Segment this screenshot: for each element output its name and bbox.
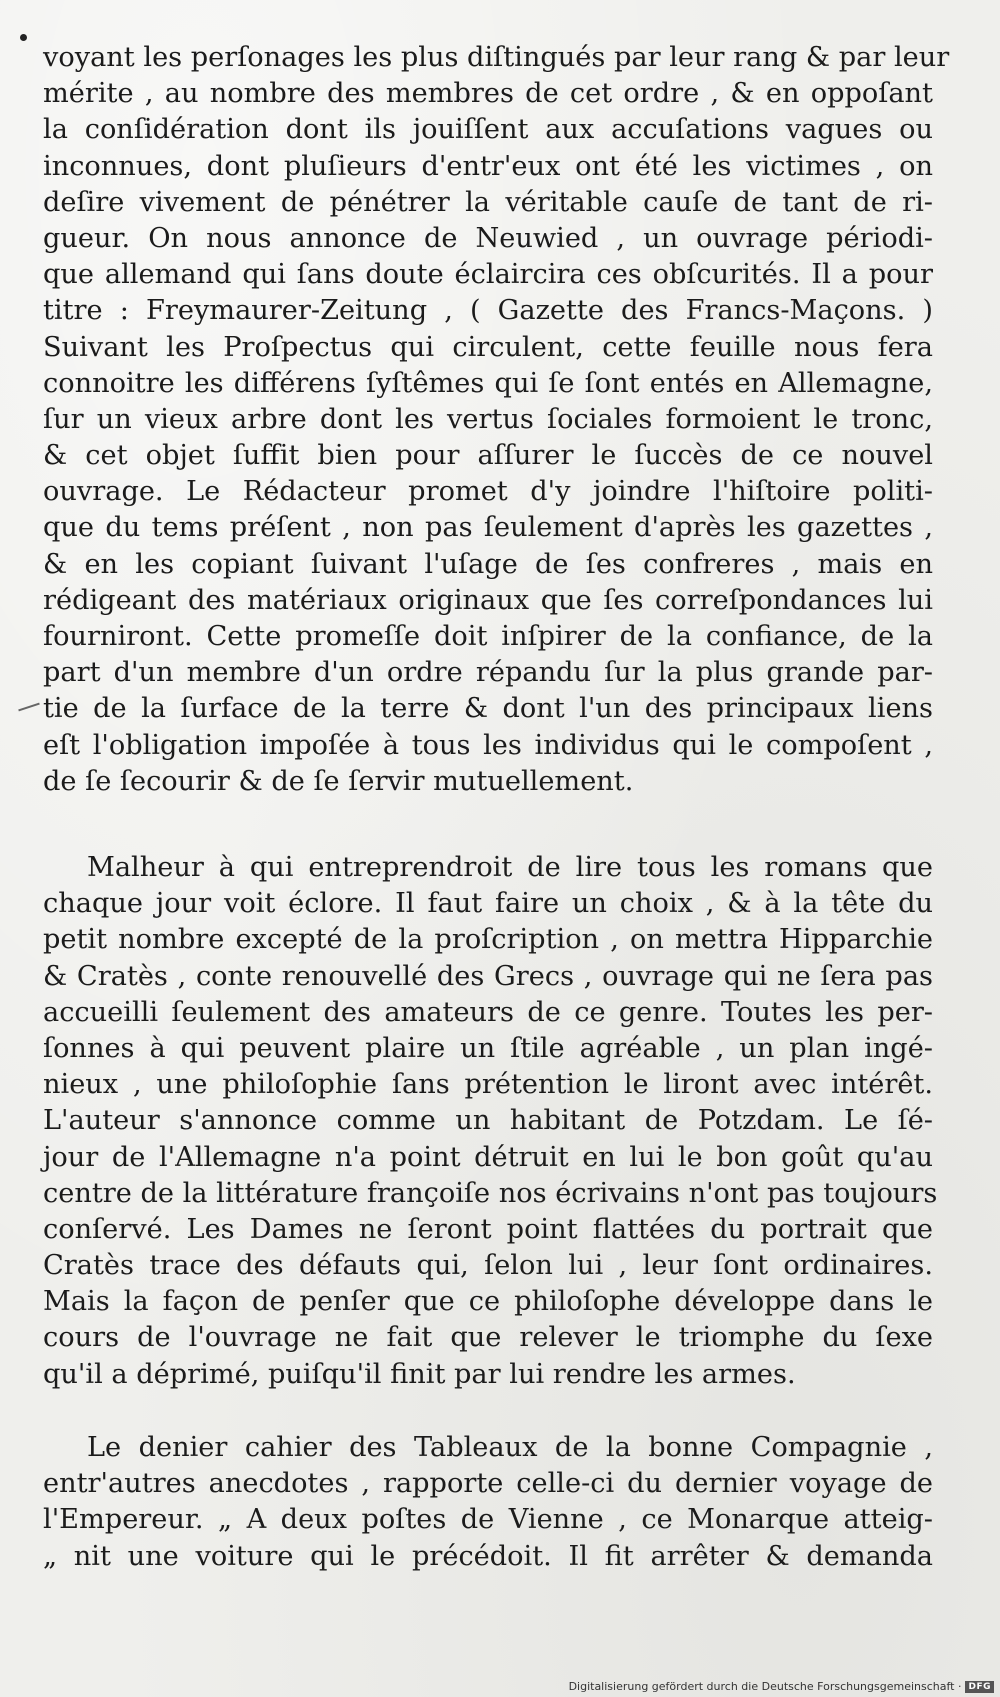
- text-line: voyant les perſonages les plus diſtingués par leur rang & par leur: [43, 42, 950, 73]
- dfg-logo: DFG: [965, 1681, 994, 1693]
- text-line: & en les copiant ſuivant l'uſage de ſes confreres , mais en: [43, 548, 933, 580]
- text-line: que allemand qui ſans doute éclaircira ces obſcurités. Il a pour: [43, 259, 933, 291]
- text-line: cours de l'ouvrage ne fait que relever le triomphe du ſexe: [43, 1322, 933, 1354]
- paragraph-hipparchie: [43, 850, 938, 1393]
- text-line: nieux , une philoſophie ſans prétention le liront avec intérêt.: [43, 1069, 933, 1101]
- text-line: Cratès trace des défauts qui, ſelon lui , leur ſont ordinaires.: [43, 1250, 933, 1282]
- text-line: titre : Freymaurer-Zeitung , ( Gazette des Francs-Maçons. ): [43, 295, 933, 327]
- text-line: gueur. On nous annonce de Neuwied , un ouvrage périodi-: [43, 222, 933, 254]
- text-line: accueilli ſeulement des amateurs de ce genre. Toutes les per-: [43, 996, 933, 1028]
- text-line: l'Empereur. „ A deux poſtes de Vienne , ce Monarque atteig-: [43, 1504, 933, 1536]
- text-line: petit nombre excepté de la proſcription , on mettra Hipparchie: [43, 924, 933, 956]
- text-line: mérite , au nombre des membres de cet ordre , & en oppoſant: [43, 78, 933, 110]
- text-line: & Cratès , conte renouvellé des Grecs , ouvrage qui ne ſera pas: [43, 960, 933, 992]
- text-line: la conſidération dont ils jouiſſent aux accuſations vagues ou: [43, 114, 933, 146]
- text-line: tie de la ſurface de la terre & dont l'un des principaux liens: [43, 693, 933, 725]
- text-line: part d'un membre d'un ordre répandu ſur la plus grande par-: [43, 657, 933, 689]
- text-line: eſt l'obligation impoſée à tous les individus qui le compoſent ,: [43, 729, 933, 761]
- ink-dot-mark: [20, 34, 27, 41]
- text-line: de ſe ſecourir & de ſe ſervir mutuellement.: [43, 765, 634, 797]
- text-line: ſonnes à qui peuvent plaire un ſtile agréable , un plan ingé-: [43, 1032, 933, 1064]
- credit-text: Digitalisierung gefördert durch die Deutsche Forschungsgemeinschaft ·: [568, 1680, 962, 1693]
- text-line: Mais la façon de penſer que ce philoſophe développe dans le: [43, 1286, 933, 1318]
- text-line: Le denier cahier des Tableaux de la bonne Compagnie ,: [87, 1432, 933, 1463]
- text-line: „ nit une voiture qui le précédoit. Il fit arrêter & demanda: [43, 1540, 933, 1572]
- text-line: ſur un vieux arbre dont les vertus ſociales formoient le tronc,: [43, 403, 933, 435]
- text-line: fourniront. Cette promeſſe doit inſpirer de la confiance, de la: [43, 621, 933, 652]
- paragraph-freemasons: [43, 40, 950, 800]
- text-line: rédigeant des matériaux originaux que ſes correſpondances lui: [43, 584, 933, 616]
- text-line: conſervé. Les Dames ne ſeront point flattées du portrait que: [43, 1213, 933, 1245]
- text-line: centre de la littérature françoiſe nos écrivains n'ont pas toujours: [43, 1177, 938, 1209]
- text-line: chaque jour voit éclore. Il faut faire un choix , & à la tête du: [43, 888, 933, 920]
- text-line: & cet objet ſuffit bien pour aſſurer le ſuccès de ce nouvel: [43, 440, 933, 472]
- text-line: ouvrage. Le Rédacteur promet d'y joindre l'hiſtoire politi-: [43, 476, 933, 508]
- text-line: inconnues, dont pluſieurs d'entr'eux ont été les victimes , on: [43, 150, 933, 182]
- text-line: qu'il a déprimé, puiſqu'il finit par lui rendre les armes.: [43, 1358, 796, 1390]
- text-line: deſire vivement de pénétrer la véritable cauſe de tant de ri-: [43, 186, 933, 218]
- paragraph-bonne-compagnie: [43, 1430, 933, 1575]
- text-line: que du tems préſent , non pas ſeulement d'après les gazettes ,: [43, 512, 933, 544]
- text-line: entr'autres anecdotes , rapporte celle-ci du dernier voyage de: [43, 1468, 933, 1500]
- text-line: jour de l'Allemagne n'a point détruit en lui le bon goût qu'au: [43, 1141, 933, 1173]
- text-line: Malheur à qui entreprendroit de lire tous les romans que: [87, 852, 933, 883]
- text-line: L'auteur s'annonce comme un habitant de Potzdam. Le ſé-: [43, 1105, 933, 1137]
- margin-pencil-mark: [18, 703, 40, 712]
- text-line: Suivant les Proſpectus qui circulent, cette feuille nous fera: [43, 331, 933, 363]
- text-line: connoitre les différens ſyſtêmes qui ſe ſont entés en Allemagne,: [43, 367, 933, 399]
- digitization-credit: [569, 1680, 994, 1693]
